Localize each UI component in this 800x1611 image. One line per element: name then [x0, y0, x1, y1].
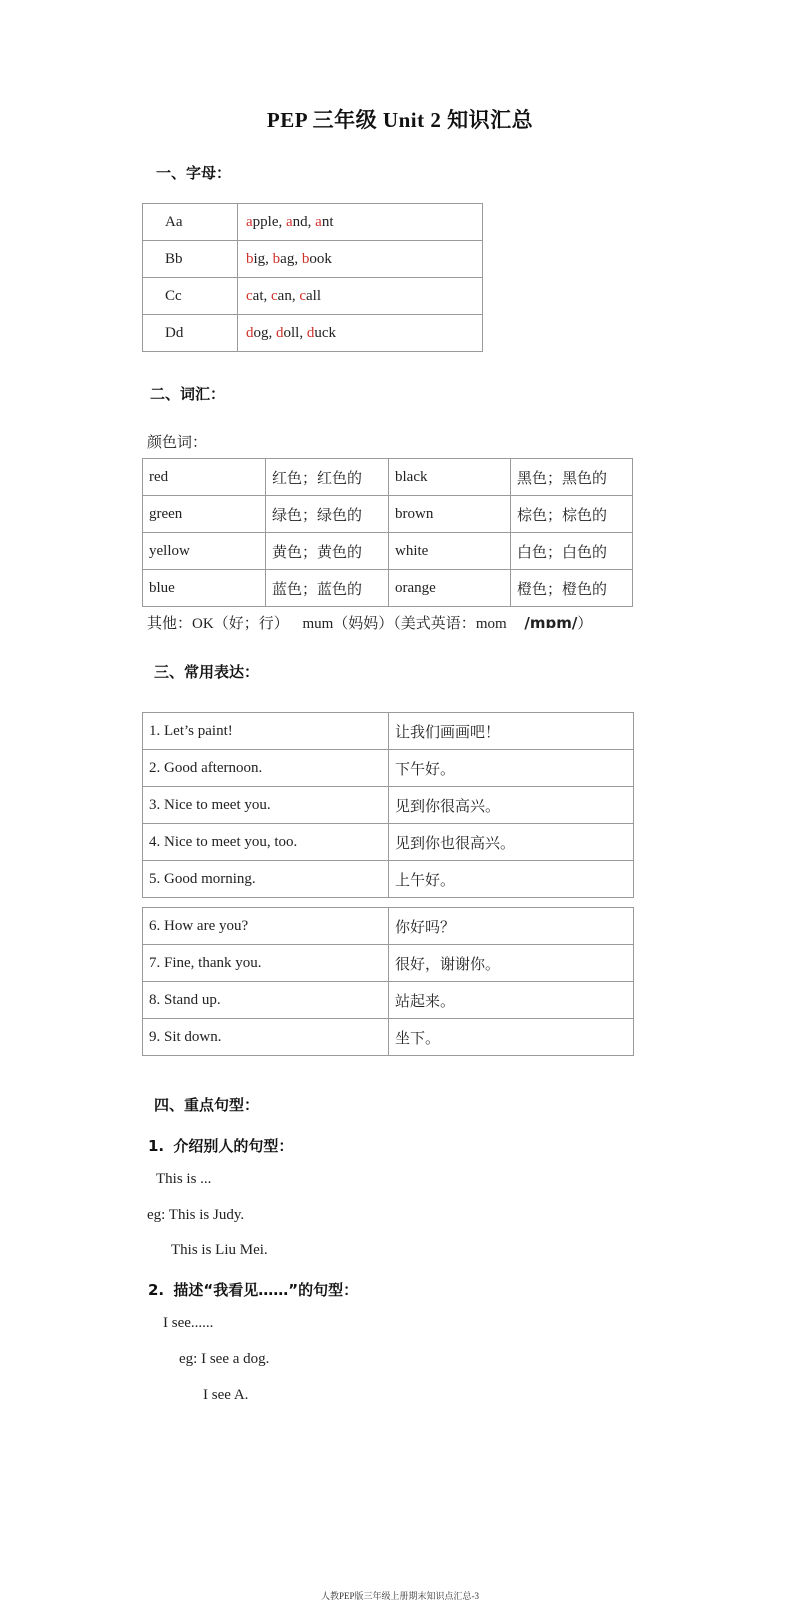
word-rest: ook [309, 250, 332, 267]
example-word [246, 214, 279, 230]
color-word-cell: green [143, 496, 266, 533]
color-meaning-cell: 棕色；棕色的 [511, 496, 633, 533]
word-initial-letter: b [246, 250, 254, 267]
example-word [246, 251, 265, 267]
expression-english-cell: 3. Nice to meet you. [143, 787, 389, 824]
letter-row [143, 241, 483, 278]
example-word [271, 288, 292, 304]
word-initial-letter: a [246, 213, 253, 230]
pattern-1-text: 介绍别人的句型： [173, 1137, 294, 1155]
expression-chinese-cell: 很好，谢谢你。 [389, 945, 634, 982]
color-word-cell: white [389, 533, 511, 570]
word-initial-letter: b [301, 250, 310, 267]
expression-chinese-cell: 坐下。 [389, 1019, 634, 1056]
color-meaning-cell: 绿色；绿色的 [266, 496, 389, 533]
expressions-table-2 [142, 907, 634, 1056]
expression-chinese-cell: 让我们画画吧！ [389, 713, 634, 750]
expressions-table-1 [142, 712, 634, 898]
pattern-1-example-1: eg: This is Judy. [147, 1207, 245, 1223]
word-rest: og [253, 324, 269, 341]
word-initial-letter: a [286, 213, 293, 230]
example-word [315, 214, 333, 230]
word-rest: oll [283, 324, 300, 341]
expression-row [143, 713, 634, 750]
word-rest: nd [292, 213, 308, 230]
colors-table [142, 458, 633, 607]
expression-chinese-cell: 上午好。 [389, 861, 634, 898]
color-row [143, 496, 633, 533]
expression-row [143, 1019, 634, 1056]
letter-words-cell: dog, doll, duck [238, 315, 483, 352]
color-word-cell: yellow [143, 533, 266, 570]
expression-chinese-cell: 下午好。 [389, 750, 634, 787]
word-rest: ig [253, 250, 266, 267]
section-letters-heading: 一、字母： [156, 164, 232, 182]
word-initial-letter: b [272, 250, 281, 267]
other-mum: mum [302, 616, 334, 632]
color-meaning-cell: 黑色；黑色的 [511, 459, 633, 496]
word-rest: an [277, 287, 292, 304]
color-row [143, 459, 633, 496]
section-vocab-heading: 二、词汇： [150, 385, 226, 403]
letter-cell: Aa [143, 204, 238, 241]
letter-cell: Dd [143, 315, 238, 352]
color-meaning-cell: 蓝色；蓝色的 [266, 570, 389, 607]
other-label: 其他： [147, 614, 193, 632]
letter-words-cell: cat, can, call [238, 278, 483, 315]
word-initial-letter: d [276, 324, 284, 341]
example-word [276, 325, 299, 341]
pattern-2-text: 描述“我看见……”的句型： [173, 1281, 359, 1299]
word-rest: uck [314, 324, 337, 341]
other-ok-meaning: （好；行） [213, 614, 289, 632]
color-row [143, 533, 633, 570]
expression-row [143, 824, 634, 861]
example-word [307, 325, 336, 341]
word-initial-letter: a [315, 213, 322, 230]
letter-row [143, 278, 483, 315]
word-rest: all [306, 287, 322, 304]
other-words-line [147, 612, 592, 633]
expression-english-cell: 9. Sit down. [143, 1019, 389, 1056]
letter-row [143, 204, 483, 241]
pattern-2-title [148, 1279, 358, 1300]
page-footer: 人教PEP版三年级上册期末知识点汇总-3 [320, 1591, 479, 1601]
color-word-cell: red [143, 459, 266, 496]
word-rest: at [252, 287, 264, 304]
pattern-2-example-1: eg: I see a dog. [179, 1351, 270, 1367]
expression-row [143, 982, 634, 1019]
expression-english-cell: 5. Good morning. [143, 861, 389, 898]
expression-row [143, 787, 634, 824]
expression-chinese-cell: 见到你也很高兴。 [389, 824, 634, 861]
expression-row [143, 750, 634, 787]
letter-words-cell: big, bag, book [238, 241, 483, 278]
word-rest: ag [280, 250, 295, 267]
pattern-1-title [148, 1135, 293, 1156]
pattern-2-number: 2. [148, 1281, 165, 1299]
expression-english-cell: 4. Nice to meet you, too. [143, 824, 389, 861]
example-word [302, 251, 332, 267]
color-meaning-cell: 白色；白色的 [511, 533, 633, 570]
expression-row [143, 861, 634, 898]
expression-chinese-cell: 站起来。 [389, 982, 634, 1019]
example-word [273, 251, 295, 267]
example-word [246, 325, 269, 341]
word-initial-letter: d [246, 324, 254, 341]
letter-row [143, 315, 483, 352]
color-word-cell: brown [389, 496, 511, 533]
pattern-2-example-2: I see A. [203, 1387, 249, 1403]
other-mom-phonetic: /mɒm/ [524, 614, 578, 632]
word-initial-letter: c [246, 287, 253, 304]
color-meaning-cell: 橙色；橙色的 [511, 570, 633, 607]
expression-chinese-cell: 你好吗？ [389, 908, 634, 945]
expression-english-cell: 8. Stand up. [143, 982, 389, 1019]
page-title: PEP 三年级 Unit 2 知识汇总 [266, 108, 534, 132]
expression-english-cell: 6. How are you? [143, 908, 389, 945]
example-word [246, 288, 264, 304]
expression-chinese-cell: 见到你很高兴。 [389, 787, 634, 824]
pattern-1-sentence: This is ... [156, 1171, 212, 1187]
letter-cell: Cc [143, 278, 238, 315]
expression-english-cell: 2. Good afternoon. [143, 750, 389, 787]
other-close-paren: ） [577, 614, 593, 632]
word-initial-letter: c [271, 287, 278, 304]
color-word-cell: black [389, 459, 511, 496]
word-initial-letter: c [299, 287, 307, 304]
color-row [143, 570, 633, 607]
color-word-cell: orange [389, 570, 511, 607]
example-word [286, 214, 308, 230]
expression-row [143, 945, 634, 982]
section-patterns-heading: 四、重点句型： [154, 1096, 260, 1114]
example-word [299, 288, 321, 304]
section-expressions-heading: 三、常用表达： [154, 663, 260, 681]
colors-label: 颜色词： [147, 433, 208, 451]
other-mum-meaning: （妈妈）（美式英语： [333, 614, 476, 632]
word-rest: nt [321, 213, 334, 230]
color-meaning-cell: 黄色；黄色的 [266, 533, 389, 570]
other-ok: OK [192, 616, 214, 632]
expression-row [143, 908, 634, 945]
pattern-2-sentence: I see...... [163, 1315, 214, 1331]
letter-cell: Bb [143, 241, 238, 278]
letters-table [142, 203, 483, 352]
letter-words-cell: apple, and, ant [238, 204, 483, 241]
expression-english-cell: 1. Let’s paint! [143, 713, 389, 750]
color-meaning-cell: 红色；红色的 [266, 459, 389, 496]
other-mom: mom [475, 616, 507, 632]
pattern-1-number: 1. [148, 1137, 165, 1155]
pattern-1-example-2: This is Liu Mei. [171, 1242, 268, 1258]
word-rest: pple [252, 213, 279, 230]
expression-english-cell: 7. Fine, thank you. [143, 945, 389, 982]
word-initial-letter: d [306, 324, 315, 341]
color-word-cell: blue [143, 570, 266, 607]
